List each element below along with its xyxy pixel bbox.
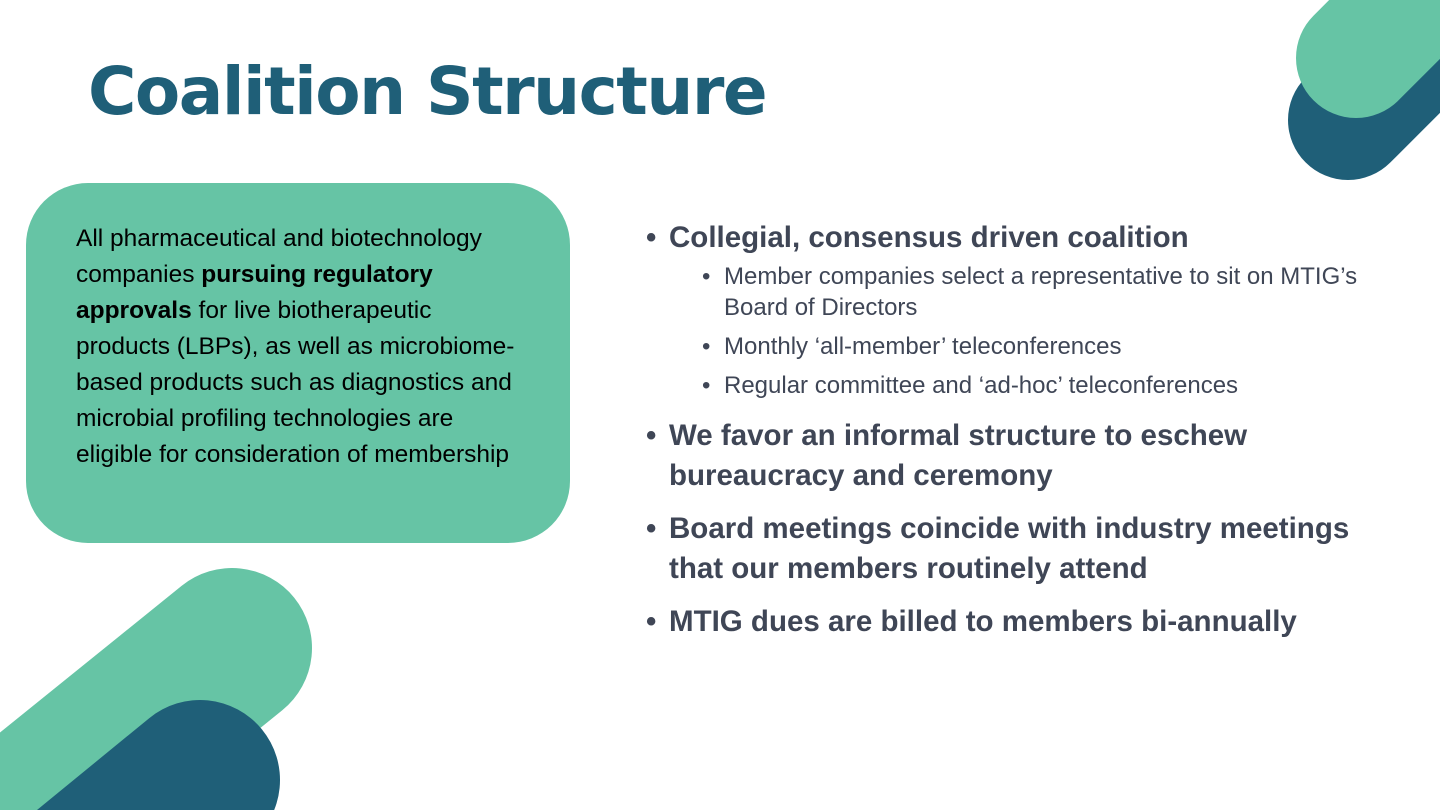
sub-bullet-text: Monthly ‘all-member’ teleconferences xyxy=(724,333,1122,360)
bullet-dot-icon: • xyxy=(702,333,711,360)
bullet-text: Board meetings coincide with industry meetings that our members routinely attend xyxy=(669,512,1350,585)
bullet-text: We favor an informal structure to eschew bureaucracy and ceremony xyxy=(669,419,1248,492)
sub-bullet-text: Member companies select a representative to sit on MTIG’s Board of Directors xyxy=(724,263,1358,321)
callout-text-part-1: All pharmaceutical and biotechnology companies xyxy=(76,225,482,288)
bullet-list xyxy=(646,218,1406,642)
slide-title: Coalition Structure xyxy=(88,53,767,130)
sub-bullet-item-monthly xyxy=(702,331,1406,362)
membership-callout-text xyxy=(76,221,530,473)
sub-bullet-item-committee xyxy=(702,370,1406,401)
bullet-dot-icon: • xyxy=(702,263,711,290)
bullet-text: Collegial, consensus driven coalition xyxy=(669,221,1189,254)
top-right-pill-light xyxy=(1356,0,1440,58)
sub-bullet-text: Regular committee and ‘ad-hoc’ teleconferences xyxy=(724,372,1239,399)
bullet-item-informal-structure xyxy=(646,416,1406,496)
bullet-dot-icon: • xyxy=(646,419,657,452)
membership-callout-box xyxy=(26,183,570,543)
bullet-dot-icon: • xyxy=(646,221,657,254)
bullet-item-board-meetings xyxy=(646,509,1406,589)
bullet-dot-icon: • xyxy=(646,605,657,638)
bullet-dot-icon: • xyxy=(646,512,657,545)
sub-bullet-item-representative xyxy=(702,261,1406,323)
bullet-dot-icon: • xyxy=(702,372,711,399)
callout-text-emphasis: pursuing regulatory approvals xyxy=(76,261,433,324)
bullet-item-coalition xyxy=(646,218,1406,401)
bullet-text: MTIG dues are billed to members bi-annually xyxy=(669,605,1297,638)
bullet-item-dues xyxy=(646,602,1406,642)
callout-text-part-2: for live biotherapeutic products (LBPs), as well as microbiome-based products such as diagnostics and microbial profiling technologies are eligible for consideration of membership xyxy=(76,297,515,468)
sub-bullet-list xyxy=(669,261,1406,401)
